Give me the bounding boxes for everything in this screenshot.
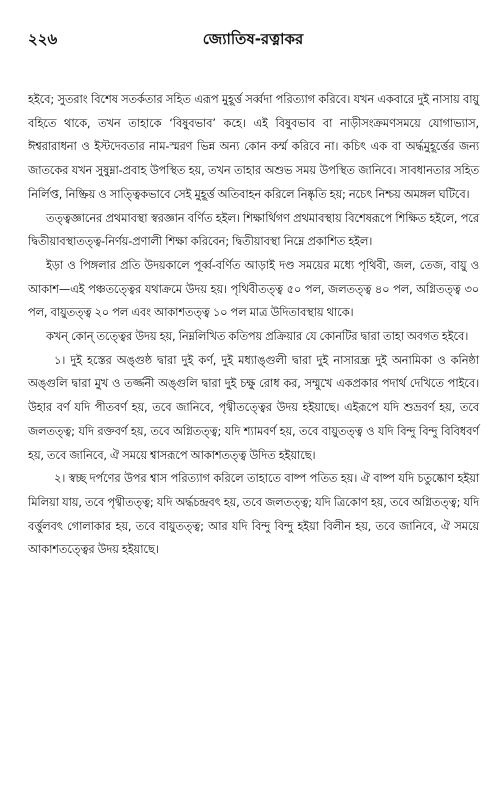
numbered-paragraph: ১। দুই হস্তের অঙ্গুষ্ঠ দ্বারা দুই কর্ণ, দুই মধ্যাঙ্গুলী দ্বারা দুই নাসারন্ধ্র দুই অনামিকা ও কনিষ্ঠা অঙ্গুলি দ্বারা মুখ ও তর্জ্জনী অঙ্গুলি দ্বারা দুই চক্ষু রোধ কর, সম্মুখে একপ্রকার পদার্থ দেখিতে পাইবে। উহার বর্ণ যদি পীতবর্ণ হয়, তবে জানিবে, পৃথ্বীতত্ত্বের উদয় হইয়াছে। এইরূপে যদি শুভ্রবর্ণ হয়, তবে জলতত্ত্ব; যদি রক্তবর্ণ হয়, তবে অগ্নিতত্ত্ব; যদি শ্যামবর্ণ হয়, তবে বায়ুতত্ত্ব ও যদি বিন্দু বিন্দু বিবিধবর্ণ হয়, তবে জানিবে, ঐ সময়ে শ্বাসরূপে আকাশতত্ত্ব উদিত হইয়াছে। bbox=[28, 352, 479, 462]
numbered-paragraph: ২। স্বচ্ছ দর্পণের উপর শ্বাস পরিত্যাগ করিলে তাহাতে বাষ্প পতিত হয়। ঐ বাষ্প যদি চতুষ্কোণ হইয়া মিলিয়া যায়, তবে পৃথ্বীতত্ত্ব; যদি অর্দ্ধচন্দ্রবৎ হয়, তবে জলতত্ত্ব; যদি ত্রিকোণ হয়, তবে অগ্নিতত্ত্ব; যদি বর্ত্তুলবৎ গোলাকার হয়, তবে বায়ুতত্ত্ব; আর যদি বিন্দু বিন্দু হইয়া বিলীন হয়, তবে জানিবে, ঐ সময়ে আকাশতত্ত্বের উদয় হইয়াছে। bbox=[28, 471, 479, 557]
paragraph: কখন্ কোন্ তত্ত্বের উদয় হয়, নিম্নলিখিত কতিপয় প্রক্রিয়ার যে কোনটির দ্বারা তাহা অবগত হইবে। bbox=[46, 329, 469, 344]
page-number: ২২৬ bbox=[28, 30, 58, 48]
page-header bbox=[28, 28, 478, 52]
paragraph: ইড়া ও পিঙ্গলার প্রতি উদয়কালে পূর্ব্ব-বর্ণিত আড়াই দণ্ড সময়ের মধ্যে পৃথিবী, জল, তেজ, বায়ু ও আকাশ—এই পঞ্চতত্ত্বের যথাক্রমে উদয় হয়। পৃথিবীতত্ত্ব ৫০ পল, জলতত্ত্ব ৪০ পল, অগ্নিতত্ত্ব ৩০ পল, বায়ুতত্ত্ব ২০ পল এবং আকাশতত্ত্ব ১০ পল মাত্র উদিতাবস্থায় থাকে। bbox=[28, 257, 479, 320]
running-title: জ্যোতিষ-রত্নাকর bbox=[202, 30, 304, 48]
body-text bbox=[28, 88, 479, 562]
paragraph: হইবে; সুতরাং বিশেষ সতর্কতার সহিত এরূপ মুহূর্ত্ত সর্ব্বদা পরিত্যাগ করিবে। যখন একবারে দুই নাসায় বায়ু বহিতে থাকে, তখন তাহাকে ‘বিষুবভাব’ কহে। এই বিষুবভাব বা নাড়ীসংক্রমণসময়ে যোগাভ্যাস, ঈশ্বরারাধনা ও ইস্টদেবতার নাম-স্মরণ ভিন্ন অন্য কোন কর্ম্ম করিবে না। কচিৎ এক বা অর্দ্ধমুহূর্ত্তের জন্য জাতকের যখন সুষুম্না-প্রবাহ উপস্থিত হয়, তখন তাহার অশুভ সময় উপস্থিত জানিবে। সাবধানতার সহিত নির্লিপ্ত, নিষ্ক্রিয় ও সাত্ত্বিকভাবে সেই মুহূর্ত্ত অতিবাহন করিলে নিষ্কৃতি হয়; নচেৎ নিশ্চয় অমঙ্গল ঘটিবে। bbox=[28, 92, 479, 201]
paragraph: তত্ত্বজ্ঞানের প্রথমাবস্থা স্বরজ্ঞান বর্ণিত হইল। শিক্ষার্থিগণ প্রথমাবস্থায় বিশেষরূপে শিক্ষিত হইলে, পরে দ্বিতীয়াবস্থাতত্ত্ব-নির্ণয়-প্রণালী শিক্ষা করিবেন; দ্বিতীয়াবস্থা নিম্নে প্রকাশিত হইল। bbox=[28, 210, 479, 249]
